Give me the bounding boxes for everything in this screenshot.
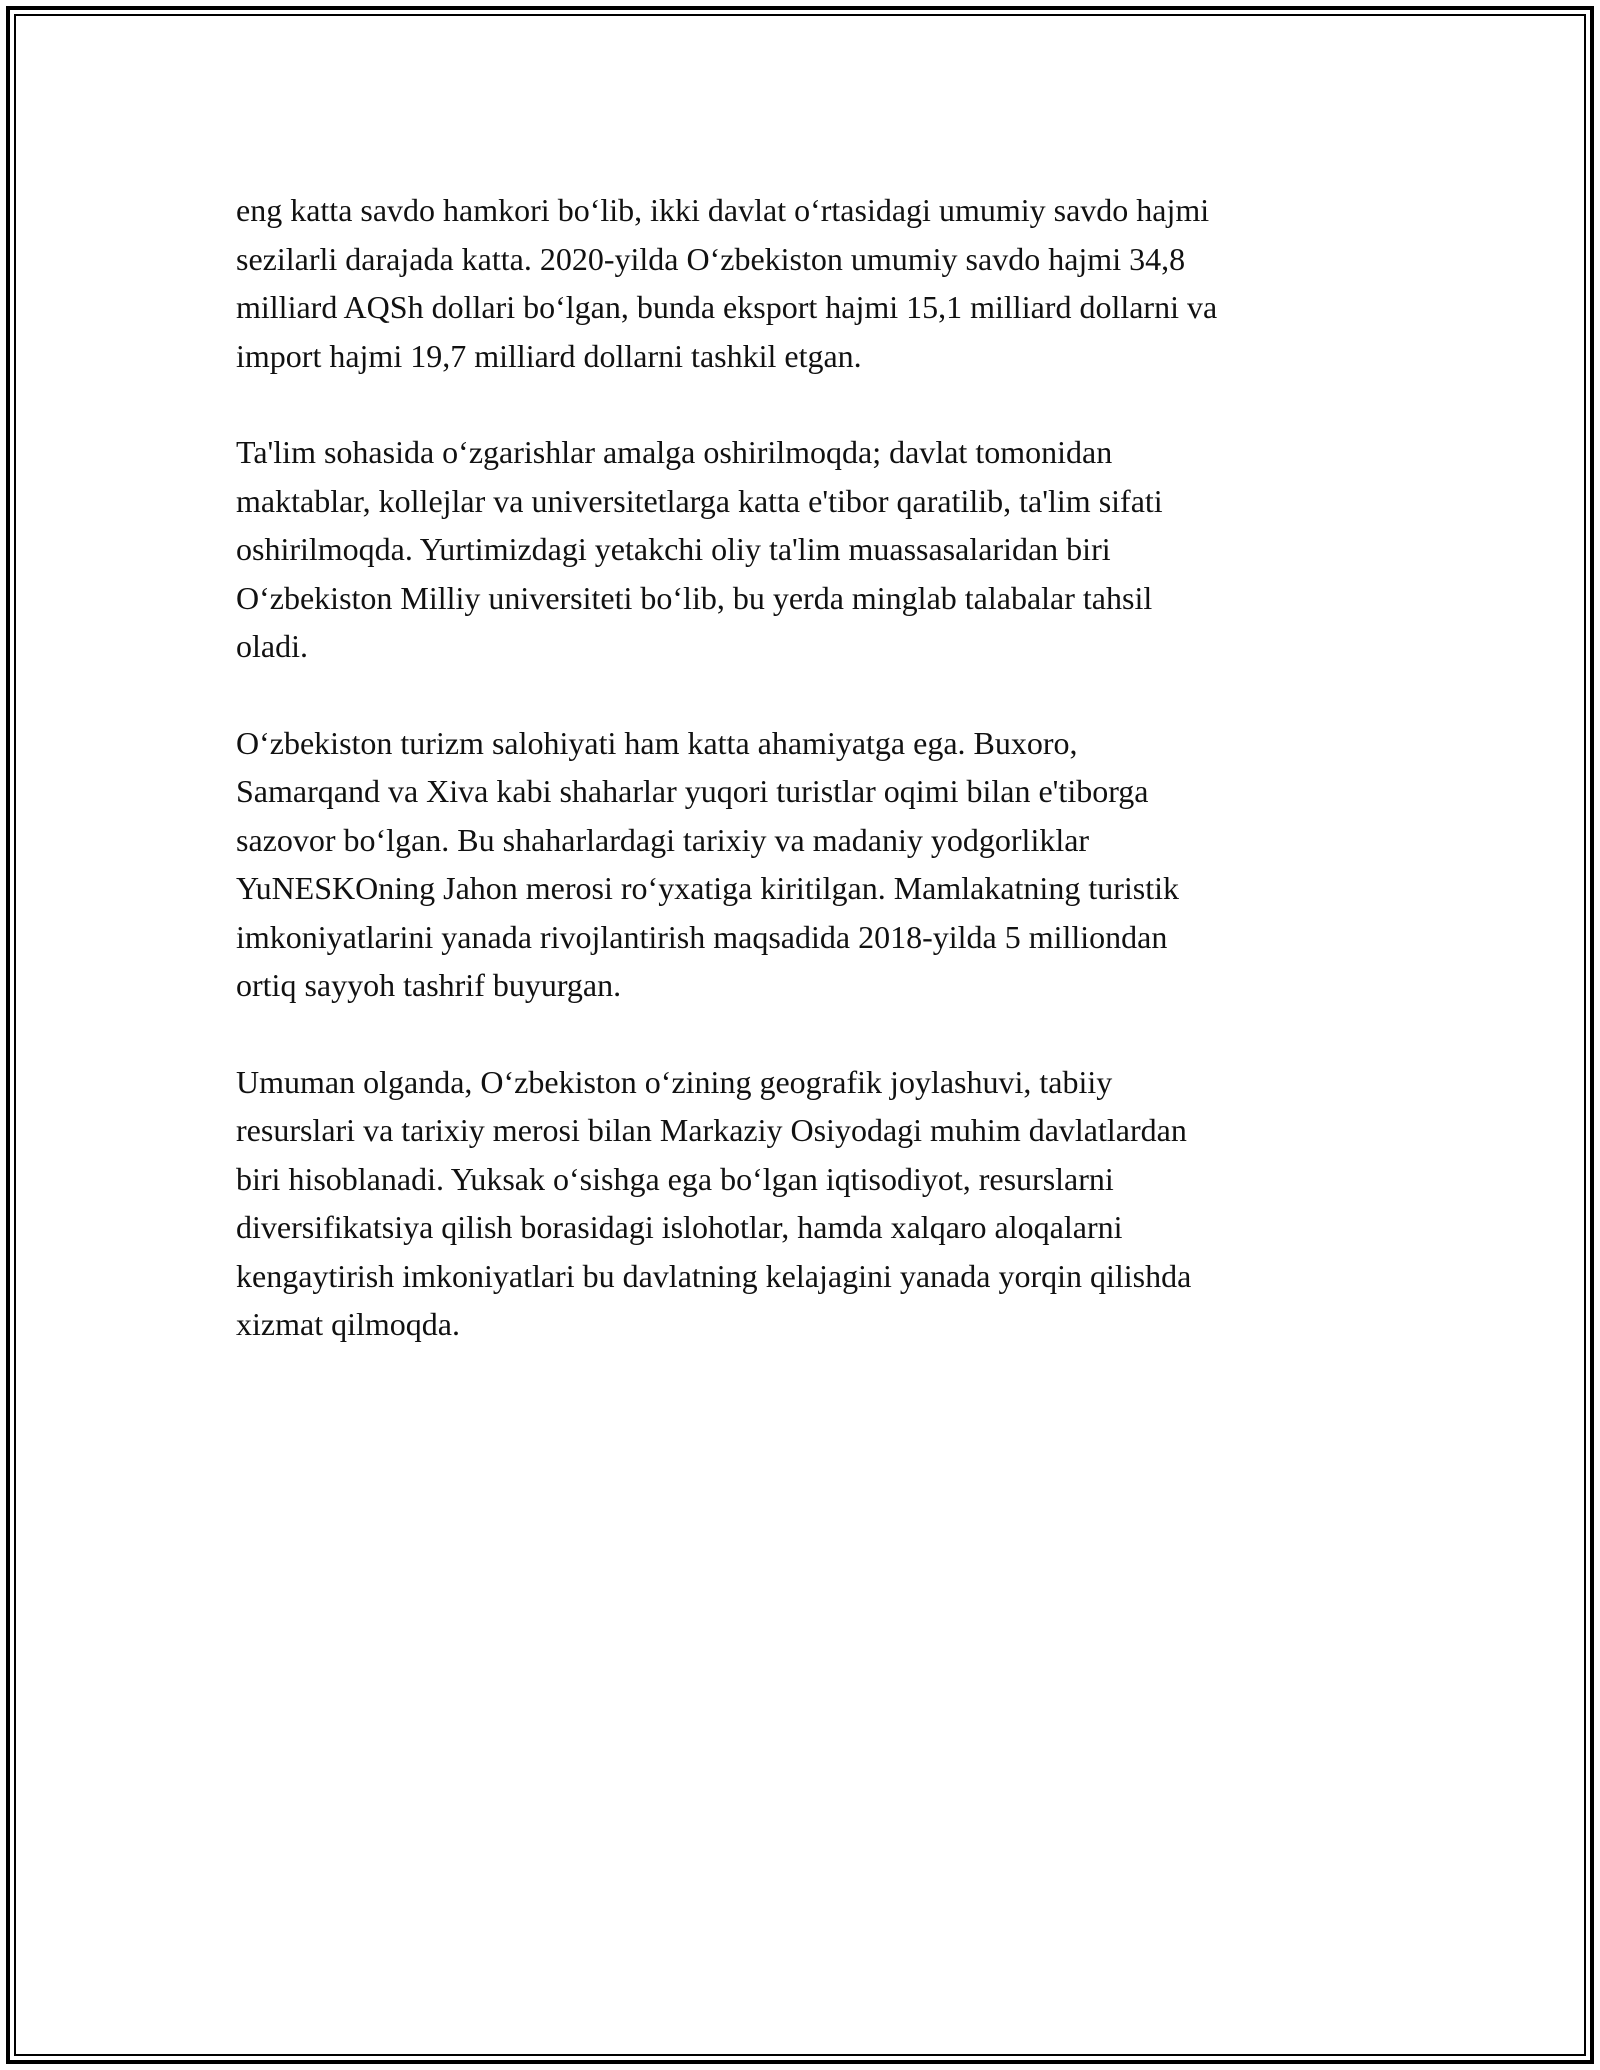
document-body — [236, 186, 1396, 1397]
paragraph-trade: eng katta savdo hamkori bo‘lib, ikki davlat o‘rtasidagi umumiy savdo hajmi sezilarli darajada katta. 2020-yilda O‘zbekiston umumiy savdo hajmi 34,8 milliard AQSh dollari bo‘lgan, bunda eksport hajmi 15,1 milliard dollarni va import hajmi 19,7 milliard dollarni tashkil etgan. — [236, 192, 1218, 374]
paragraph-conclusion: Umuman olganda, O‘zbekiston o‘zining geografik joylashuvi, tabiiy resurslari va tarixiy merosi bilan Markaziy Osiyodagi muhim davlatlardan biri hisoblanadi. Yuksak o‘sishga ega bo‘lgan iqtisodiyot, resurslarni diversifikatsiya qilish borasidagi islohotlar, hamda xalqaro aloqalarni kengaytirish imkoniyatlari bu davlatning kelajagini yanada yorqin qilishda xizmat qilmoqda. — [236, 1063, 1192, 1342]
paragraph-tourism: O‘zbekiston turizm salohiyati ham katta ahamiyatga ega. Buxoro, Samarqand va Xiva kabi shaharlar yuqori turistlar oqimi bilan e'tiborga sazovor bo‘lgan. Bu shaharlardagi tarixiy va madaniy yodgorliklar YuNESKOning Jahon merosi ro‘yxatiga kiritilgan. Mamlakatning turistik imkoniyatlarini yanada rivojlantirish maqsadida 2018-yilda 5 milliondan ortiq sayyoh tashrif buyurgan. — [236, 724, 1179, 1003]
paragraph-education: Ta'lim sohasida o‘zgarishlar amalga oshirilmoqda; davlat tomonidan maktablar, kollejlar va universitetlarga katta e'tibor qaratilib, ta'lim sifati oshirilmoqda. Yurtimizdagi yetakchi oliy ta'lim muassasalaridan biri O‘zbekiston Milliy universiteti bo‘lib, bu yerda minglab talabalar tahsil oladi. — [236, 434, 1163, 664]
